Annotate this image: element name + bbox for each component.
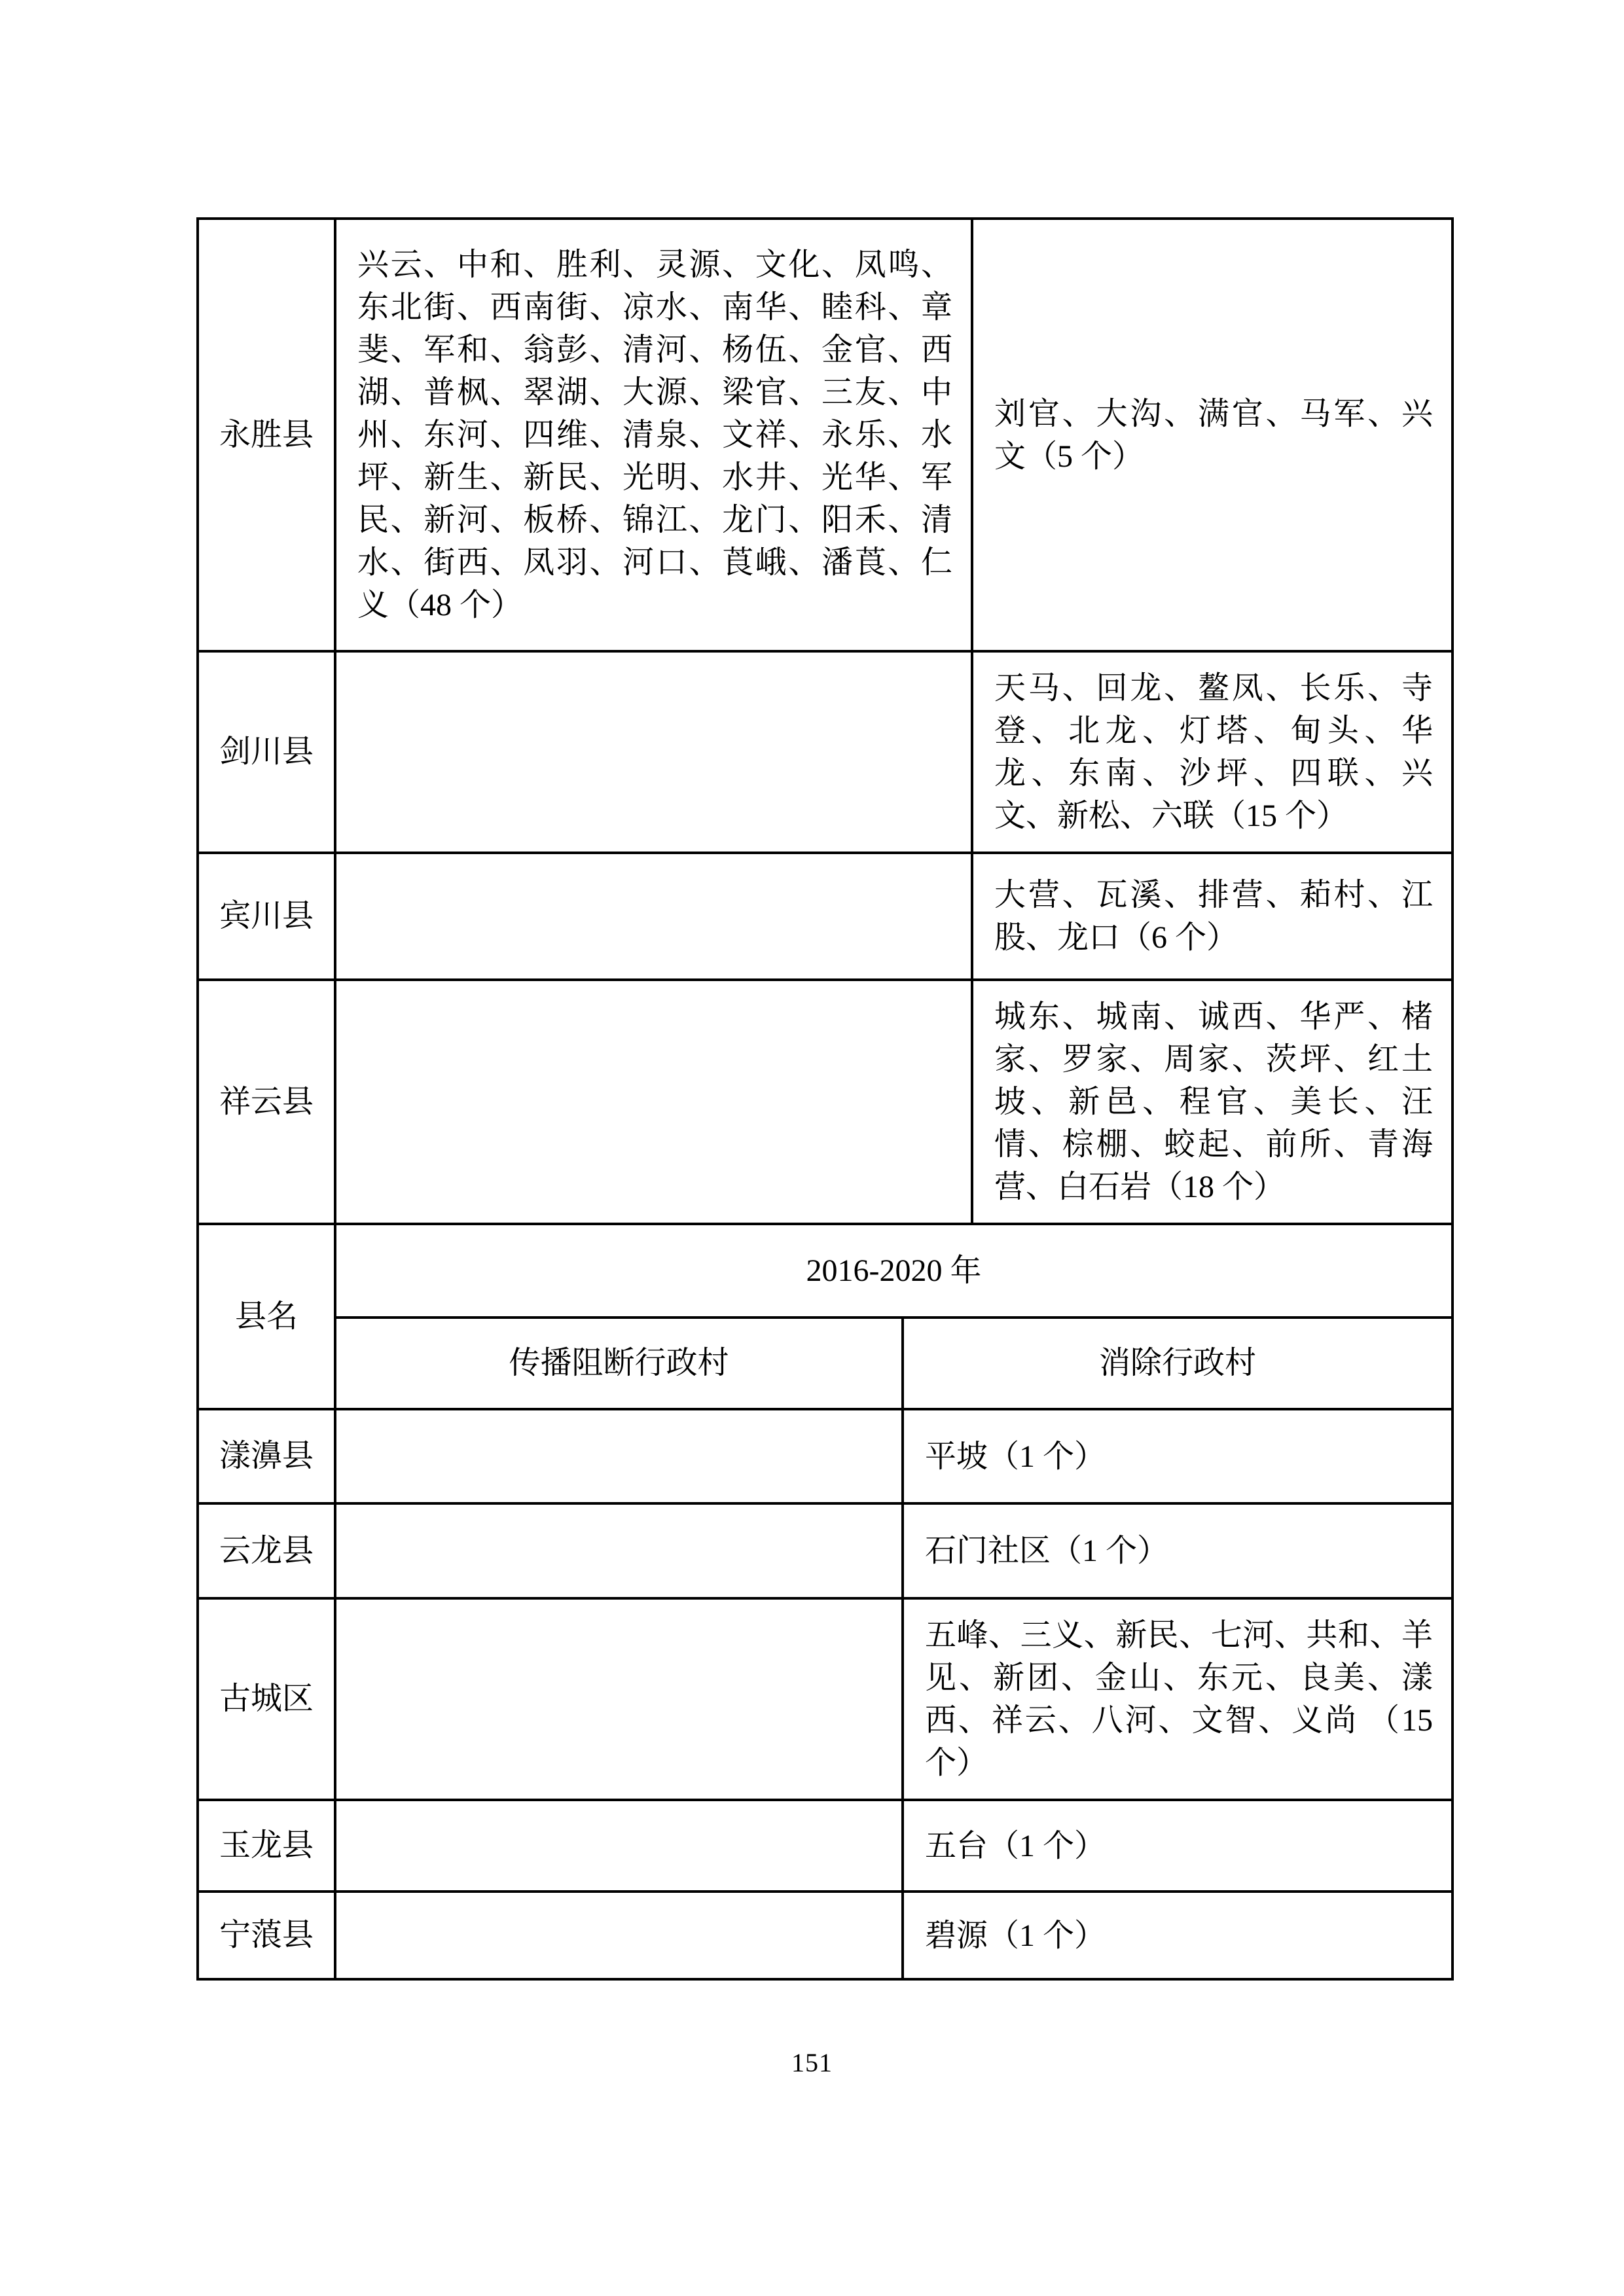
tables-area <box>196 217 1451 1981</box>
blocked-villages-cell <box>335 980 972 1224</box>
table-row <box>198 1800 1453 1892</box>
table-row <box>198 1503 1453 1598</box>
eliminated-villages-cell: 石门社区（1 个） <box>903 1503 1453 1598</box>
blocked-villages-cell <box>335 1503 903 1598</box>
table-row <box>198 1598 1453 1800</box>
eliminated-villages-cell: 大营、瓦溪、排营、萂村、江股、龙口（6 个） <box>972 853 1453 980</box>
table-row <box>198 1409 1453 1503</box>
eliminated-villages-cell: 城东、城南、诚西、华严、楮家、罗家、周家、茨坪、红土坡、新邑、程官、美长、汪情、棕棚、蛟起、前所、青海营、白石岩（18 个） <box>972 980 1453 1224</box>
table-row <box>198 853 1453 980</box>
county-name-cell: 宁蒗县 <box>198 1892 335 1979</box>
blocked-villages-cell <box>335 1409 903 1503</box>
table-row <box>198 219 1453 651</box>
blocked-villages-cell: 兴云、中和、胜利、灵源、文化、凤鸣、东北街、西南街、凉水、南华、睦科、章斐、军和、翁彭、清河、杨伍、金官、西湖、普枫、翠湖、大源、梁官、三友、中州、东河、四维、清泉、文祥、永乐、水坪、新生、新民、光明、水井、光华、军民、新河、板桥、锦江、龙门、阳禾、清水、街西、凤羽、河口、莨峨、潘莨、仁义（48 个） <box>335 219 972 651</box>
county-column-header: 县名 <box>198 1224 335 1409</box>
county-name-cell: 古城区 <box>198 1598 335 1800</box>
page-number: 151 <box>791 2048 833 2077</box>
county-name-cell: 漾濞县 <box>198 1409 335 1503</box>
table-row <box>198 651 1453 853</box>
eliminated-villages-cell: 平坡（1 个） <box>903 1409 1453 1503</box>
county-name-cell: 永胜县 <box>198 219 335 651</box>
eliminated-column-header: 消除行政村 <box>903 1318 1453 1409</box>
blocked-villages-cell <box>335 1892 903 1979</box>
eliminated-villages-cell: 刘官、大沟、满官、马军、兴文（5 个） <box>972 219 1453 651</box>
eliminated-villages-cell: 碧源（1 个） <box>903 1892 1453 1979</box>
villages-table-continued <box>196 217 1454 1225</box>
blocked-column-header: 传播阻断行政村 <box>335 1318 903 1409</box>
eliminated-villages-cell: 五台（1 个） <box>903 1800 1453 1892</box>
period-header: 2016-2020 年 <box>335 1224 1453 1318</box>
blocked-villages-cell <box>335 853 972 980</box>
header-row-period <box>198 1224 1453 1318</box>
blocked-villages-cell <box>335 1800 903 1892</box>
blocked-villages-cell <box>335 651 972 853</box>
county-name-cell: 玉龙县 <box>198 1800 335 1892</box>
blocked-villages-cell <box>335 1598 903 1800</box>
eliminated-villages-cell: 五峰、三义、新民、七河、共和、羊见、新团、金山、东元、良美、漾西、祥云、八河、文智、义尚 （15 个） <box>903 1598 1453 1800</box>
county-name-cell: 剑川县 <box>198 651 335 853</box>
table-row <box>198 980 1453 1224</box>
county-name-cell: 宾川县 <box>198 853 335 980</box>
county-name-cell: 祥云县 <box>198 980 335 1224</box>
villages-table-2016-2020 <box>196 1223 1454 1981</box>
header-row-columns <box>198 1318 1453 1409</box>
eliminated-villages-cell: 天马、回龙、鳌凤、长乐、寺登、北龙、灯塔、甸头、华龙、东南、沙坪、四联、兴文、新松、六联（15 个） <box>972 651 1453 853</box>
table-row <box>198 1892 1453 1979</box>
county-name-cell: 云龙县 <box>198 1503 335 1598</box>
